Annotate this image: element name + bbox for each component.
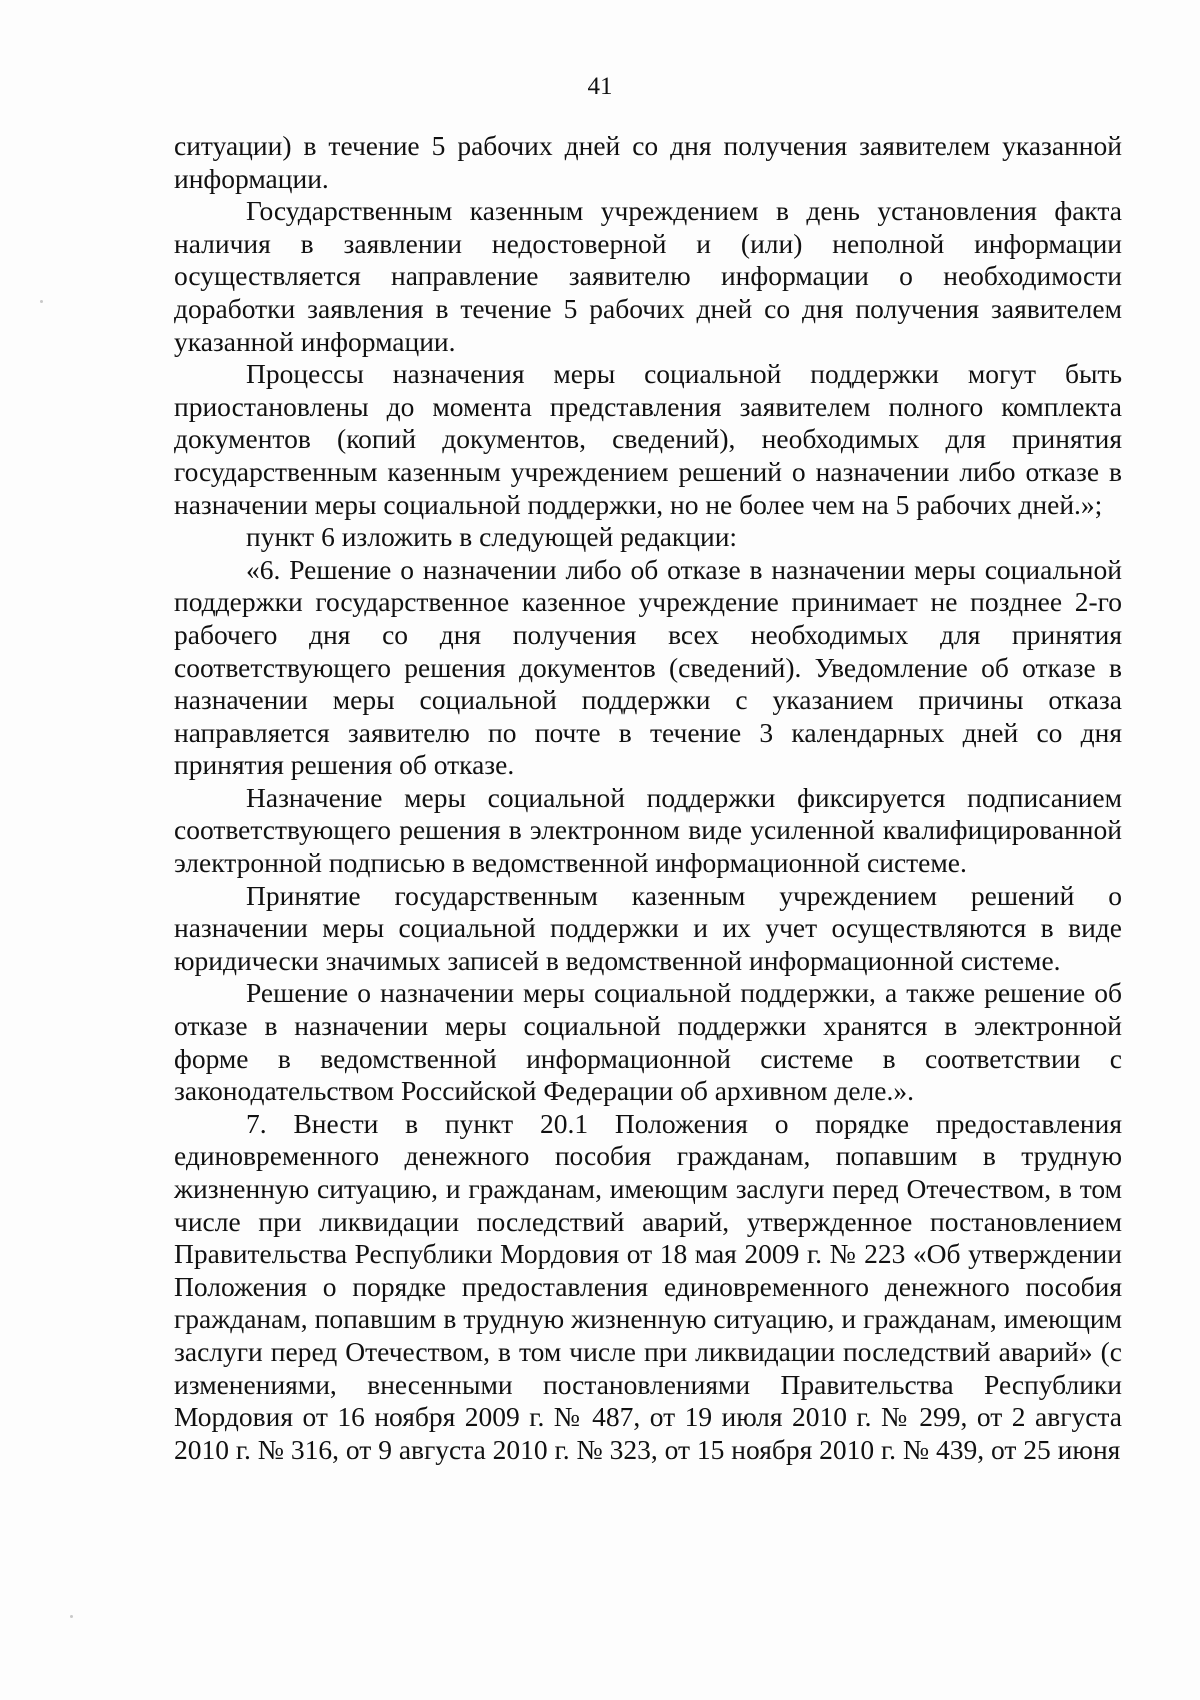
- paragraph: пункт 6 изложить в следующей редакции:: [246, 521, 738, 553]
- paragraph: Принятие государственным казенным учреждением решений о назначении меры социальной поддержки и их учет осуществляются в виде юридически значимых записей в ведомственной информационной системе.: [174, 879, 1122, 976]
- paragraph: Государственным казенным учреждением в день установления факта наличия в заявлении недостоверной и (или) неполной информации осуществляется направление заявителю информации о необходимости доработки заявления в течение 5 рабочих дней со дня получения заявителем указанной информации.: [174, 195, 1122, 357]
- paragraph: ситуации) в течение 5 рабочих дней со дня получения заявителем указанной информации.: [174, 130, 1122, 194]
- paragraph: «6. Решение о назначении либо об отказе в назначении меры социальной поддержки государственное казенное учреждение принимает не позднее 2-го рабочего дня со дня получения всех необходимых для принятия соответствующего решения документов (сведений). Уведомление об отказе в назначении меры социальной поддержки с указанием причины отказа направляется заявителю по почте в течение 3 календарных дней со дня принятия решения об отказе.: [174, 553, 1122, 781]
- scan-speck: [40, 300, 43, 303]
- page-number: 41: [587, 73, 613, 100]
- paragraph: Назначение меры социальной поддержки фиксируется подписанием соответствующего решения в электронном виде усиленной квалифицированной электронной подписью в ведомственной информационной системе.: [174, 781, 1122, 879]
- paragraph: 7. Внести в пункт 20.1 Положения о порядке предоставления единовременного денежного пособия гражданам, попавшим в трудную жизненную ситуацию, и гражданам, имеющим заслуги перед Отечеством, в том числе при ликвидации последствий аварий, утвержденное постановлением Правительства Республики Мордовия от 18 мая 2009 г. № 223 «Об утверждении Положения о порядке предоставления единовременного денежного пособия гражданам, попавшим в трудную жизненную ситуацию, и гражданам, имеющим заслуги перед Отечеством, в том числе при ликвидации последствий аварий» (с изменениями, внесенными постановлениями Правительства Республики Мордовия от 16 ноября 2009 г. № 487, от 19 июля 2010 г. № 299, от 2 августа 2010 г. № 316, от 9 августа 2010 г. № 323, от 15 ноября 2010 г. № 439, от 25 июня: [174, 1107, 1122, 1465]
- scan-speck: [70, 1615, 73, 1618]
- document-body: [174, 130, 1122, 1466]
- paragraph: Решение о назначении меры социальной поддержки, а также решение об отказе в назначении меры социальной поддержки хранятся в электронной форме в ведомственной информационной системе в соответствии с законодательством Российской Федерации об архивном деле.».: [174, 977, 1122, 1107]
- paragraph: Процессы назначения меры социальной поддержки могут быть приостановлены до момента представления заявителем полного комплекта документов (копий документов, сведений), необходимых для принятия государственным казенным учреждением решений о назначении либо отказе в назначении меры социальной поддержки, но не более чем на 5 рабочих дней.»;: [174, 358, 1122, 520]
